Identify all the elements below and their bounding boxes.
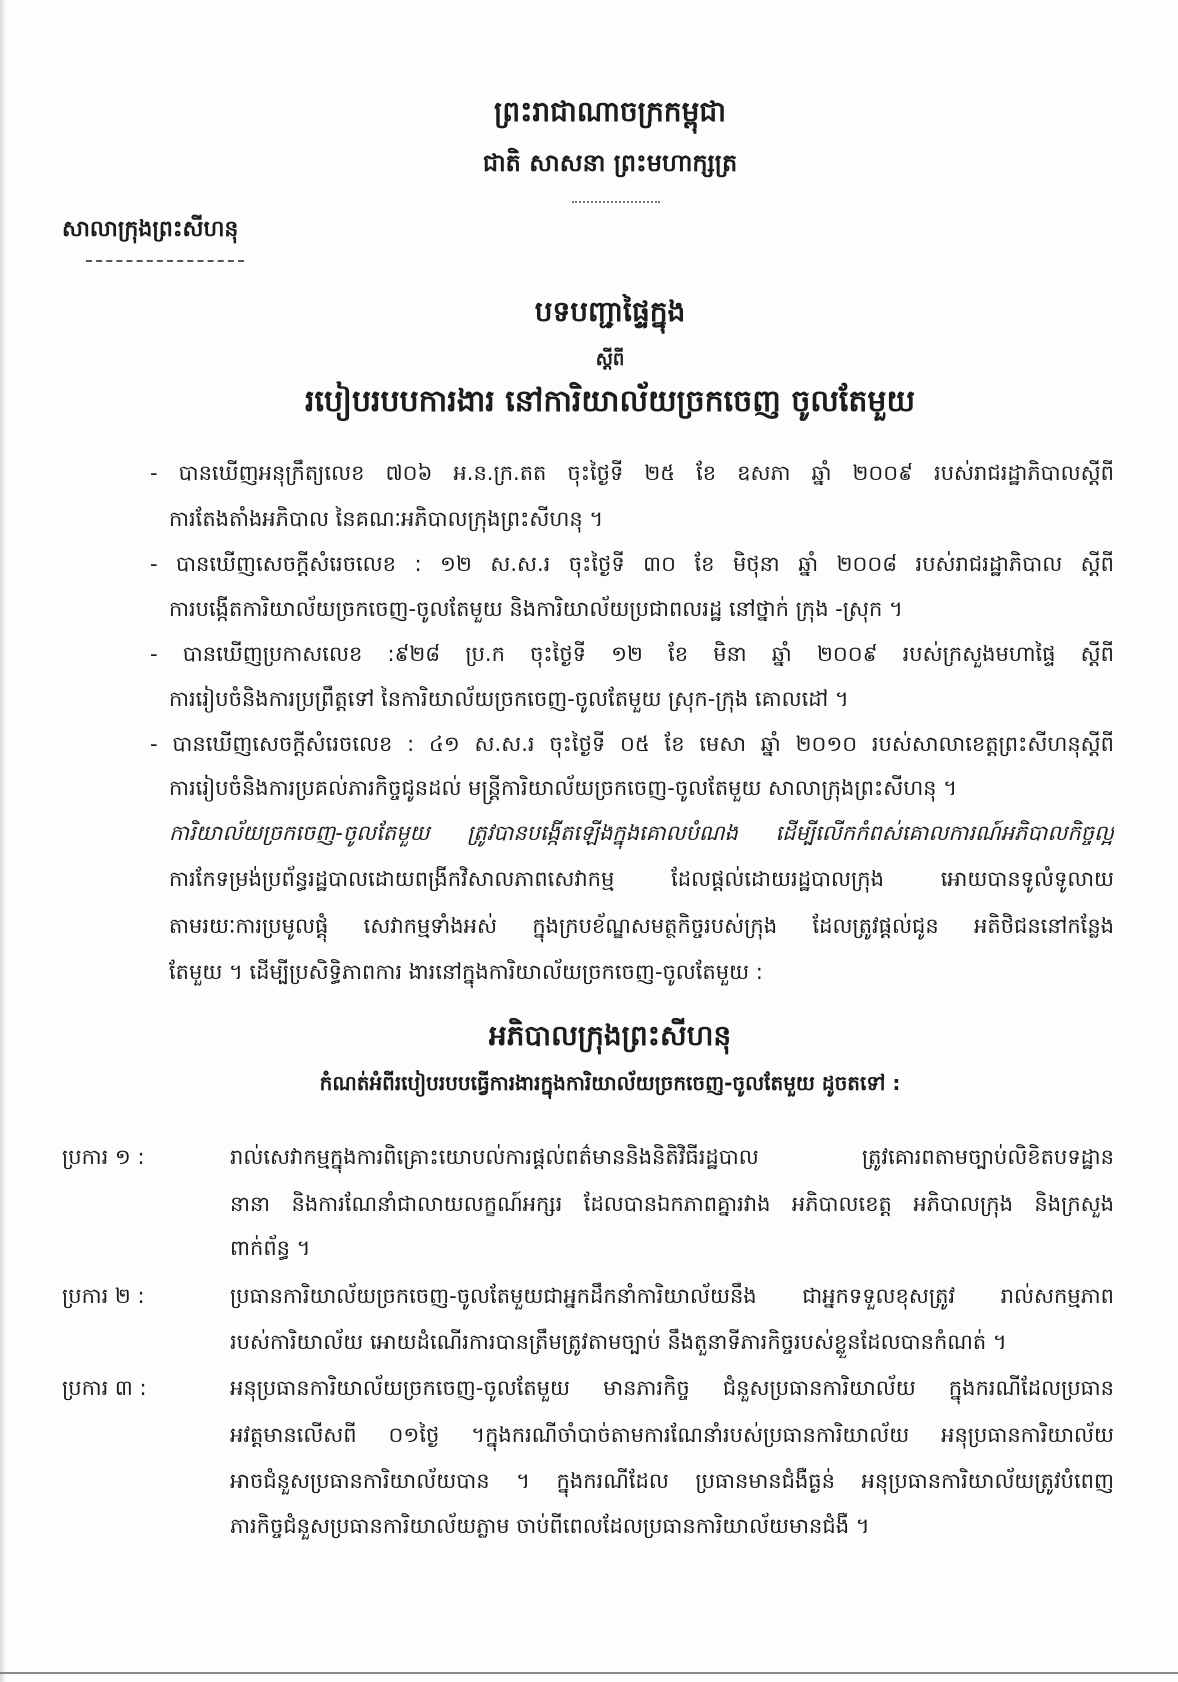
decision-line: កំណត់អំពីរបៀបរបបធ្វើការងារក្នុងការិយាល័យច្រកចេញ-ចូលតែមួយ ដូចតទៅ : [319, 1071, 901, 1095]
purpose-line: ការកែទម្រង់ប្រព័ន្ធរដ្ឋបាលដោយពង្រីកវិសាលភាពសេវាកម្ម ដែលផ្តល់ដោយរដ្ឋបាលក្រុង អោយបានទូលំទូលាយ [169, 867, 1114, 891]
preamble-line: - បានឃើញអនុក្រឹត្យលេខ ៧០៦ អ.ន.ក្រ.តត ចុះថ្ងៃទី ២៥ ខែ ឧសភា ឆ្នាំ ២០០៩ របស់រាជរដ្ឋាភិបាលស្តីពី [150, 461, 1114, 485]
article-line: ភារកិច្ចជំនួសប្រធានការិយាល័យភ្លាម ចាប់ពីពេលដែលប្រធានការិយាល័យមានជំងឺ ។ [230, 1514, 870, 1538]
purpose-line: តែមួយ ។ ដើម្បីប្រសិទ្ធិភាពការ ងារនៅក្នុងការិយាល័យច្រកចេញ-ចូលតែមួយ : [169, 960, 763, 984]
article-line: នានា និងការណែនាំជាលាយលក្ខណ៍អក្សរ ដែលបានឯកភាពគ្នារវាង អភិបាលខេត្ត អភិបាលក្រុង និងក្រសួង [230, 1192, 1114, 1216]
preamble-line: ការបង្កើតការិយាល័យច្រកចេញ-ចូលតែមួយ និងការិយាល័យប្រជាពលរដ្ឋ នៅថ្នាក់ ក្រុង -ស្រុក ។ [169, 597, 903, 621]
article-line: រាល់សេវាកម្មក្នុងការពិគ្រោះយោបល់ការផ្តល់ពត៌មាននិងនិតិវិធីរដ្ឋបាល ត្រូវគោរពតាមច្បាប់លិខិតបទដ្ឋាន [230, 1145, 1114, 1169]
header-ornament [572, 201, 660, 205]
issuer-underline [86, 260, 244, 264]
article-line: អនុប្រធានការិយាល័យច្រកចេញ-ចូលតែមួយ មានភារកិច្ច ជំនួសប្រធានការិយាល័យ ក្នុងករណីដែលប្រធាន [230, 1376, 1114, 1400]
article-line: អាចជំនួសប្រធានការិយាល័យបាន ។ ក្នុងករណីដែល ប្រធានមានជំងឺធ្ងន់ អនុប្រធានការិយាល័យត្រូវបំពេញ [230, 1469, 1114, 1493]
issuing-authority: សាលាក្រុងព្រះសីហនុ [62, 217, 239, 242]
title-connector: ស្តីពី [595, 349, 625, 370]
article-line: ប្រធានការិយាល័យច្រកចេញ-ចូលតែមួយជាអ្នកដឹកនាំការិយាល័យនឹង ជាអ្នកទទួលខុសត្រូវ រាល់សកម្មភាព [230, 1284, 1114, 1308]
article-label: ប្រការ ១ : [62, 1145, 145, 1169]
national-motto: ជាតិ សាសនា ព្រះមហាក្សត្រ [482, 149, 738, 177]
preamble-line: ការរៀបចំនិងការប្រព្រឹត្តទៅ នៃការិយាល័យច្រកចេញ-ចូលតែមួយ ស្រុក-ក្រុង គោលដៅ ។ [169, 687, 849, 711]
preamble-line: - បានឃើញសេចក្តីសំរេចលេខ : ៤១ ស.ស.រ ចុះថ្ងៃទី ០៥ ខែ មេសា ឆ្នាំ ២០១០ របស់សាលាខេត្តព្រះសីហនុស្តីពី [150, 732, 1114, 756]
kingdom-heading: ព្រះរាជាណាចក្រកម្ពុជា [493, 95, 726, 128]
page-bottom-rule [0, 1672, 1178, 1674]
scan-shadow [0, 0, 6, 1682]
document-title: បទបញ្ជាផ្ទៃក្នុង [534, 295, 686, 328]
preamble-line: - បានឃើញប្រកាសលេខ :៩២៨ ប្រ.ក ចុះថ្ងៃទី ១២ ខែ មិនា ឆ្នាំ ២០០៩ របស់ក្រសួងមហាផ្ទៃ ស្តីពី [150, 642, 1114, 666]
article-line: អវត្តមានលើសពី ០១ថ្ងៃ ។ក្នុងករណីចាំបាច់តាមការណែនាំរបស់ប្រធានការិយាល័យ អនុប្រធានការិយាល័យ [230, 1423, 1114, 1447]
preamble-line: ការរៀបចំនិងការប្រគល់ភារកិច្ចជូនដល់ មន្ត្រីការិយាល័យច្រកចេញ-ចូលតែមួយ សាលាក្រុងព្រះសីហនុ ។ [169, 776, 958, 800]
preamble-line: - បានឃើញសេចក្តីសំរេចលេខ : ១២ ស.ស.រ ចុះថ្ងៃទី ៣០ ខែ មិថុនា ឆ្នាំ ២០០៨ របស់រាជរដ្ឋាភិបាល ស្តីពី [150, 552, 1114, 576]
preamble-line: ការតែងតាំងអភិបាល នៃគណៈអភិបាលក្រុងព្រះសីហនុ ។ [169, 507, 604, 531]
article-label: ប្រការ ២ : [62, 1284, 145, 1308]
document-subject: របៀបរបបការងារ នៅការិយាល័យច្រកចេញ ចូលតែមួយ [304, 384, 916, 419]
purpose-line: ការិយាល័យច្រកចេញ-ចូលតែមួយ ត្រូវបានបង្កើតឡើងក្នុងគោលបំណង ដើម្បីលើកកំពស់គោលការណ៍អភិបាលកិច្ចល្អ [169, 821, 1114, 845]
section-heading: អភិបាលក្រុងព្រះសីហនុ [488, 1019, 732, 1052]
article-line: របស់ការិយាល័យ អោយដំណើរការបានត្រឹមត្រូវតាមច្បាប់ នឹងតួនាទីភារកិច្ចរបស់ខ្លួនដែលបានកំណត់ ។ [230, 1330, 1007, 1354]
article-line: ពាក់ព័ន្ធ ។ [230, 1236, 311, 1260]
purpose-line: តាមរយៈការប្រមូលផ្តុំ សេវាកម្មទាំងអស់ ក្នុងក្របខ័ណ្ឌសមត្ថកិច្ចរបស់ក្រុង ដែលត្រូវផ្តល់ជូន អតិថិជននៅកន្លែង [169, 914, 1114, 938]
article-label: ប្រការ ៣ : [62, 1376, 147, 1400]
